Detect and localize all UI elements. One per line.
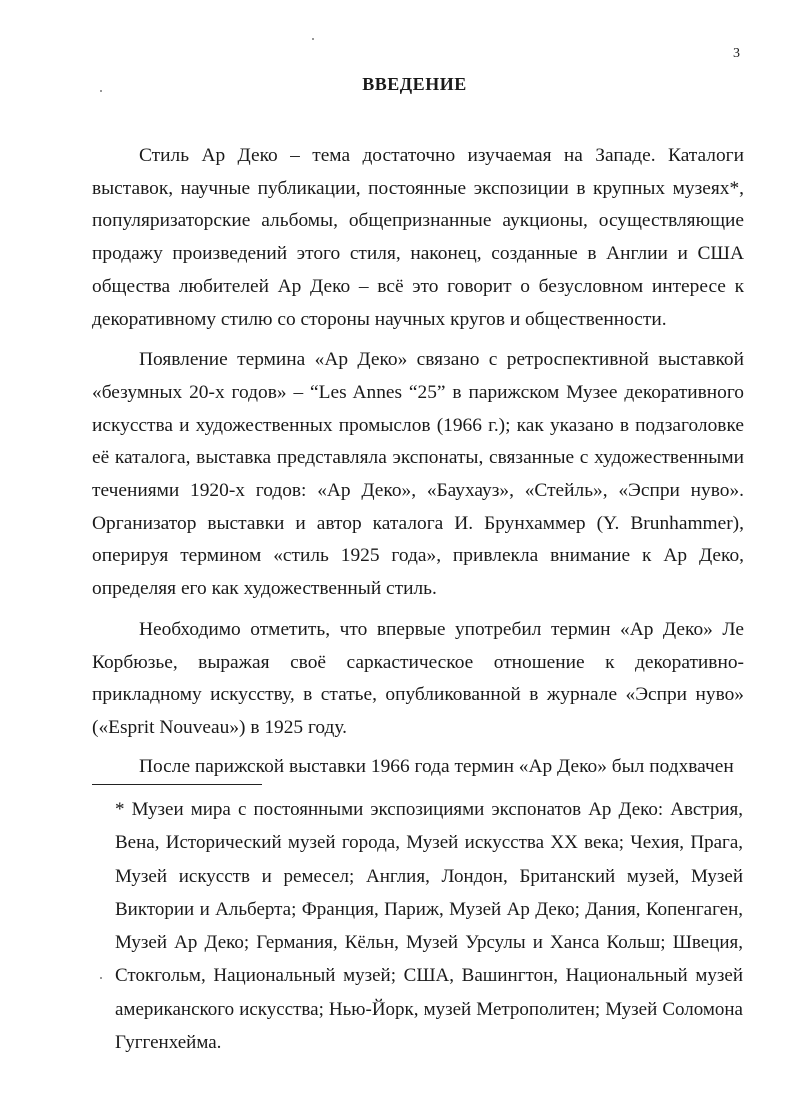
paragraph-2: Появление термина «Ар Деко» связано с ретроспективной выставкой «безумных 20-х годов» – “Les Annes “25” в парижском Музее декоративного искусства и художественных промыслов (1966 г.); как указано в подзаголовке её каталога, выставка представляла экспонаты, связанные с художественными течениями 1920-х годов: «Ар Деко», «Баухауз», «Стейль», «Эспри нуво». Организатор выставки и автор каталога И. Брунхаммер (Y. Brunhammer), оперируя термином «стиль 1925 года», привлекла внимание к Ар Деко, определяя его как художественный стиль. bbox=[92, 349, 744, 600]
scan-speck bbox=[100, 977, 102, 979]
scan-speck bbox=[312, 38, 314, 40]
paragraph-1: Стиль Ар Деко – тема достаточно изучаемая на Западе. Каталоги выставок, научные публикации, постоянные экспозиции в крупных музеях*, популяризаторские альбомы, общепризнанные аукционы, осуществляющие продажу произведений этого стиля, наконец, созданные в Англии и США общества любителей Ар Деко – всё это говорит о безусловном интересе к декоративному стилю со стороны научных кругов и общественности. bbox=[92, 145, 744, 330]
footnote-divider bbox=[92, 784, 262, 785]
body-text bbox=[92, 140, 744, 791]
footnote: * Музеи мира с постоянными экспозициями экспонатов Ар Деко: Австрия, Вена, Исторический музей города, Музей искусства XX века; Чехия, Прага, Музей искусств и ремесел; Англия, Лондон, Британский музей, Музей Виктории и Альберта; Франция, Париж, Музей Ар Деко; Дания, Копенгаген, Музей Ар Деко; Германия, Кёльн, Музей Урсулы и Ханса Кольш; Швеция, Стокгольм, Национальный музей; США, Вашингтон, Национальный музей американского искусства; Нью-Йорк, музей Метрополитен; Музей Соломона Гуггенхейма. bbox=[115, 799, 743, 1054]
paragraph-3: Необходимо отметить, что впервые употребил термин «Ар Деко» Ле Корбюзье, выражая своё саркастическое отношение к декоративно-прикладному искусству, в статье, опубликованной в журнале «Эспри нуво» («Esprit Nouveau») в 1925 году. bbox=[92, 618, 744, 738]
scan-speck bbox=[100, 90, 102, 92]
page-number: 3 bbox=[733, 46, 740, 61]
page-title: ВВЕДЕНИЕ bbox=[362, 74, 467, 94]
paragraph-4: После парижской выставки 1966 года термин «Ар Деко» был подхвачен bbox=[139, 755, 734, 777]
